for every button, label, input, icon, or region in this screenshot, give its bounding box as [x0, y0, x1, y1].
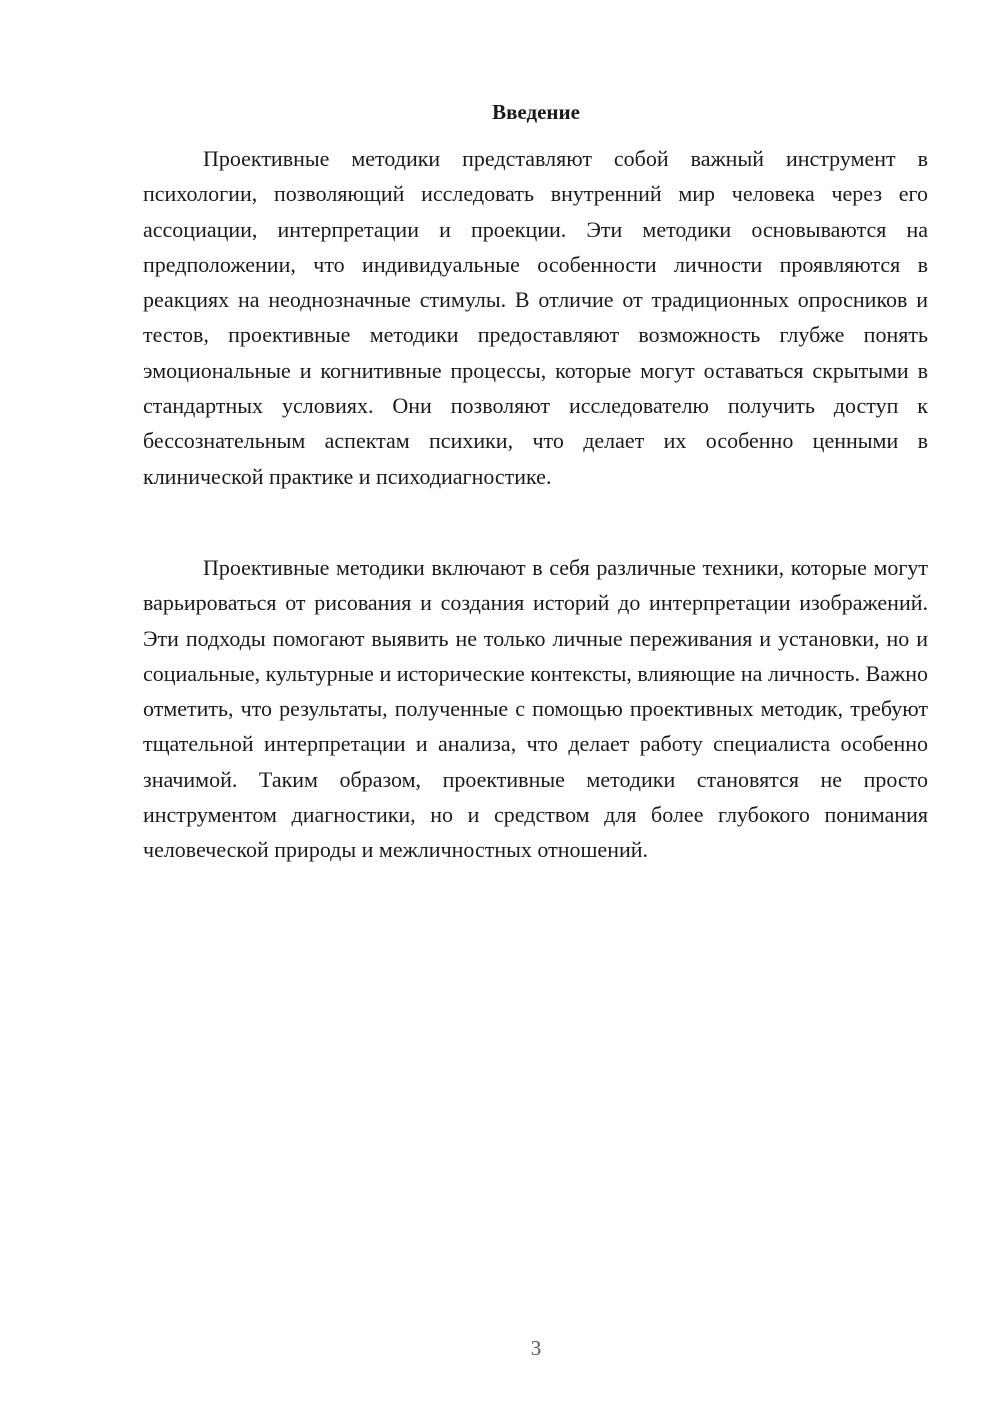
paragraph-2: Проективные методики включают в себя различные техники, которые могут варьироваться от рисования и создания историй до интерпретации изображений. Эти подходы помогают выявить не только личные переживания и установки, но и социальные, культурные и исторические контексты, влияющие на личность. Важно отметить, что результаты, полученные с помощью проективных методик, требуют тщательной интерпретации и анализа, что делает работу специалиста особенно значимой. Таким образом, проективные методики становятся не просто инструментом диагностики, но и средством для более глубокого понимания человеческой природы и межличностных отношений.	[143, 555, 928, 863]
paragraph-1: Проективные методики представляют собой важный инструмент в психологии, позволяющий исследовать внутренний мир человека через его ассоциации, интерпретации и проекции. Эти методики основываются на предположении, что индивидуальные особенности личности проявляются в реакциях на неоднозначные стимулы. В отличие от традиционных опросников и тестов, проективные методики предоставляют возможность глубже понять эмоциональные и когнитивные процессы, которые могут оставаться скрытыми в стандартных условиях. Они позволяют исследователю получить доступ к бессознательным аспектам психики, что делает их особенно ценными в клинической практике и психодиагностике.	[143, 146, 928, 489]
section-heading: Введение	[492, 100, 580, 124]
page-number: 3	[530, 1336, 542, 1360]
